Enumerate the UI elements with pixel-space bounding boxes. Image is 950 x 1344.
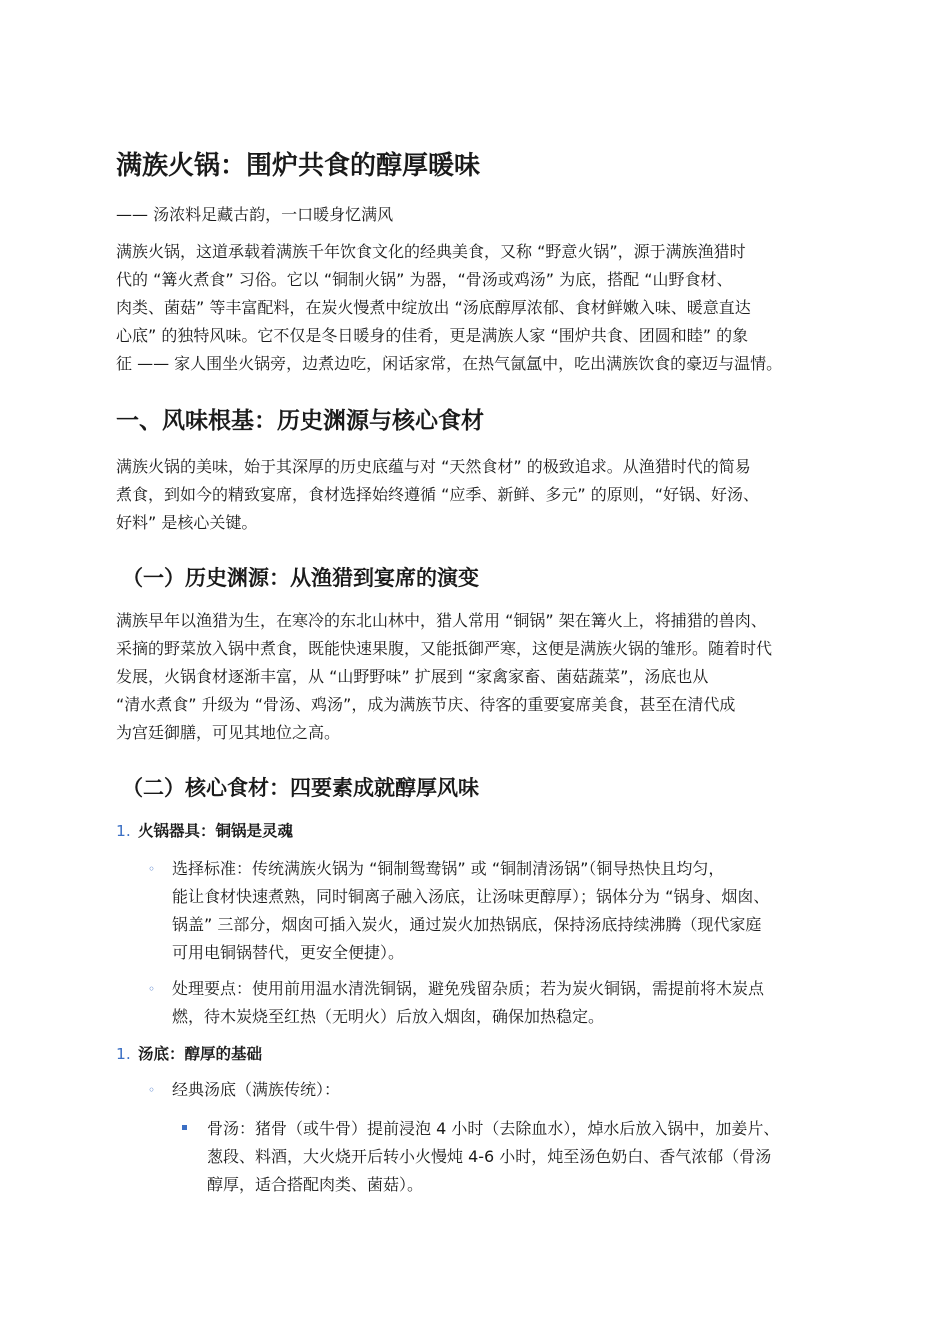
list-subpoint	[148, 975, 848, 1031]
section-heading-1: 一、风味根基：历史渊源与核心食材	[116, 408, 484, 434]
subsection-heading-ingredients: （二）核心食材：四要素成就醇厚风味	[122, 776, 479, 800]
history-paragraph	[116, 607, 846, 747]
text-line: 选择标准：传统满族火锅为 “铜制鸳鸯锅” 或 “铜制清汤锅”（铜导热快且均匀，	[172, 859, 725, 878]
text-line: 发展，火锅食材逐渐丰富，从 “山野野味” 扩展到 “家禽家畜、菌菇蔬菜”，汤底也从	[116, 667, 709, 686]
text-line: 满族火锅的美味，始于其深厚的历史底蕴与对 “天然食材” 的极致追求。从渔猎时代的简易	[116, 457, 751, 476]
text-line: 醇厚，适合搭配肉类、菌菇）。	[207, 1175, 424, 1194]
text-line: 征 —— 家人围坐火锅旁，边煮边吃，闲话家常，在热气氤氲中，吃出满族饮食的豪迈与温情。	[116, 354, 783, 373]
list-item-cookware	[116, 819, 293, 843]
text-line: 为宫廷御膳，可见其地位之高。	[116, 723, 341, 742]
text-line: 骨汤：猪骨（或牛骨）提前浸泡 4 小时（去除血水），焯水后放入锅中，加姜片、	[207, 1119, 780, 1138]
list-sub-subpoint	[182, 1115, 852, 1199]
page-subtitle: —— 汤浓料足藏古韵，一口暖身忆满风	[116, 205, 394, 224]
list-item-label: 汤底：醇厚的基础	[138, 1045, 263, 1063]
text-line: 肉类、菌菇” 等丰富配料，在炭火慢煮中绽放出 “汤底醇厚浓郁、食材鲜嫩入味、暖意直达	[116, 298, 751, 317]
list-number: 1.	[116, 1045, 131, 1063]
list-item-broth	[116, 1042, 262, 1066]
list-subpoint	[148, 1076, 848, 1104]
hollow-bullet-icon: ◦	[148, 862, 156, 876]
text-line: 煮食，到如今的精致宴席，食材选择始终遵循 “应季、新鲜、多元” 的原则，“好锅、好汤、	[116, 485, 760, 504]
list-item-label: 火锅器具：铜锅是灵魂	[138, 822, 294, 840]
text-line: 燃，待木炭烧至红热（无明火）后放入烟囱，确保加热稳定。	[172, 1007, 605, 1026]
list-subpoint	[148, 855, 848, 967]
intro-paragraph	[116, 238, 846, 378]
text-line: 满族火锅，这道承载着满族千年饮食文化的经典美食，又称 “野意火锅”，源于满族渔猎时	[116, 242, 746, 261]
text-line: 采摘的野菜放入锅中煮食，既能快速果腹，又能抵御严寒，这便是满族火锅的雏形。随着时代	[116, 639, 773, 658]
text-line: 代的 “篝火煮食” 习俗。它以 “铜制火锅” 为器，“骨汤或鸡汤” 为底，搭配 “山野食材、	[116, 270, 733, 289]
square-bullet-icon	[182, 1125, 187, 1130]
text-line: 心底” 的独特风味。它不仅是冬日暖身的佳肴，更是满族人家 “围炉共食、团圆和睦” 的象	[116, 326, 749, 345]
text-line: 经典汤底（满族传统）：	[172, 1080, 341, 1099]
text-line: 满族早年以渔猎为生，在寒冷的东北山林中，猎人常用 “铜锅” 架在篝火上，将捕猎的兽肉、	[116, 611, 767, 630]
text-line: 可用电铜锅替代，更安全便捷）。	[172, 943, 405, 962]
subsection-heading-history: （一）历史渊源：从渔猎到宴席的演变	[122, 566, 479, 590]
text-line: 葱段、料酒，大火烧开后转小火慢炖 4-6 小时，炖至汤色奶白、香气浓郁（骨汤	[207, 1147, 772, 1166]
text-line: 锅盖” 三部分，烟囱可插入炭火，通过炭火加热锅底，保持汤底持续沸腾（现代家庭	[172, 915, 762, 934]
hollow-bullet-icon: ◦	[148, 1083, 156, 1097]
text-line: 处理要点：使用前用温水清洗铜锅，避免残留杂质；若为炭火铜锅，需提前将木炭点	[172, 979, 765, 998]
text-line: 好料” 是核心关键。	[116, 513, 258, 532]
text-line: 能让食材快速煮熟，同时铜离子融入汤底，让汤味更醇厚）；锅体分为 “锅身、烟囱、	[172, 887, 770, 906]
text-line: “清水煮食” 升级为 “骨汤、鸡汤”，成为满族节庆、待客的重要宴席美食，甚至在清代成	[116, 695, 736, 714]
list-number: 1.	[116, 822, 131, 840]
hollow-bullet-icon: ◦	[148, 982, 156, 996]
page-title: 满族火锅：围炉共食的醇厚暖味	[116, 151, 481, 181]
section-1-paragraph	[116, 453, 846, 537]
